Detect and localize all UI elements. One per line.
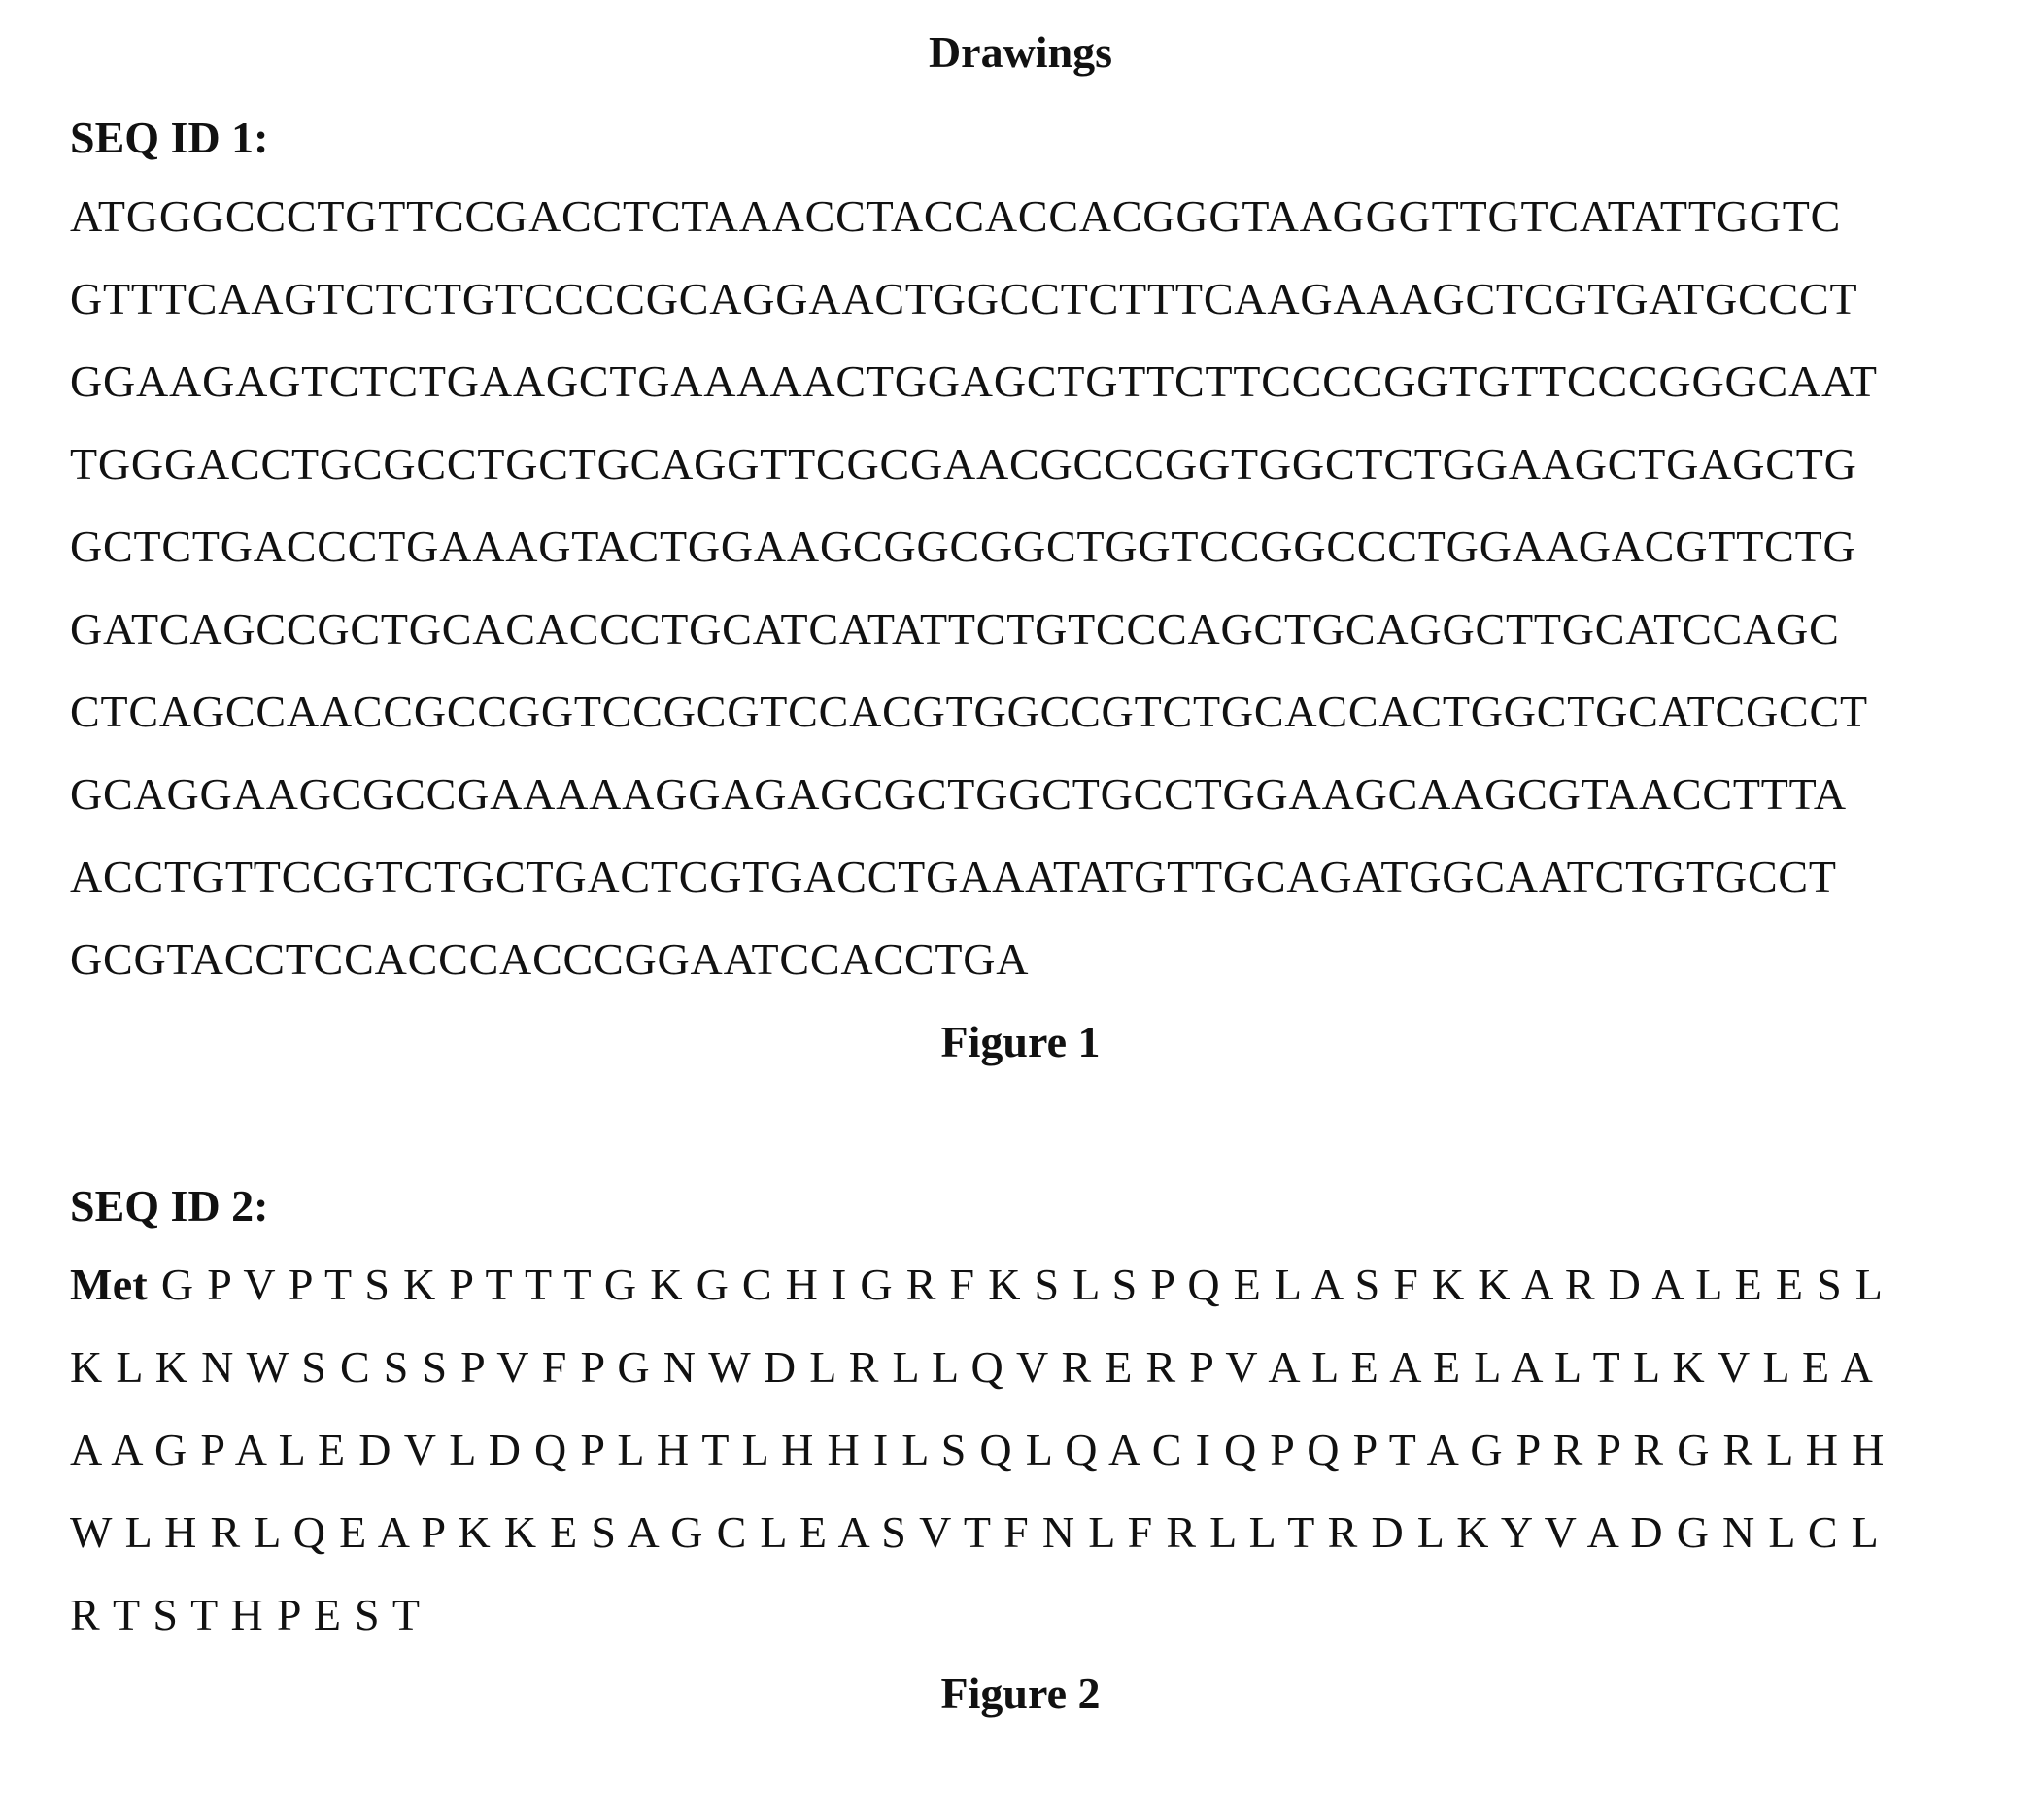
sequence-line <box>70 1243 1993 1326</box>
sequence-line: R T S T H P E S T <box>70 1590 421 1639</box>
figure-1-caption: Figure 1 <box>940 1017 1101 1066</box>
sequence-line: GCGTACCTCCACCCACCCGGAATCCACCTGA <box>70 934 1030 984</box>
sequence-line: GATCAGCCGCTGCACACCCTGCATCATATTCTGTCCCAGCTGCAGGCTTGCATCCAGC <box>70 604 1840 654</box>
sequence-text: G P V P T S K P T T T G K G C H I G R F K S L S P Q E L A S F K K A R D A L E E S L <box>160 1260 1884 1309</box>
seq1-sequence-block <box>70 175 1993 1000</box>
sequence-line: TGGGACCTGCGCCTGCTGCAGGTTCGCGAACGCCCGGTGGCTCTGGAAGCTGAGCTG <box>70 439 1857 489</box>
sequence-line: GTTTCAAGTCTCTGTCCCCGCAGGAACTGGCCTCTTTCAAGAAAGCTCGTGATGCCCT <box>70 274 1858 323</box>
figure-2-caption: Figure 2 <box>940 1668 1101 1718</box>
sequence-line: ATGGGCCCTGTTCCGACCTCTAAACCTACCACCACGGGTAAGGGTTGTCATATTGGTC <box>70 191 1842 241</box>
sequence-line: W L H R L Q E A P K K E S A G C L E A S V T F N L F R L L T R D L K Y V A D G N L C L <box>70 1507 1880 1557</box>
sequence-line: CTCAGCCAACCGCCGGTCCGCGTCCACGTGGCCGTCTGCACCACTGGCTGCATCGCCT <box>70 687 1868 736</box>
sequence-line: GCAGGAAGCGCCGAAAAAGGAGAGCGCTGGCTGCCTGGAAGCAAGCGTAACCTTTA <box>70 769 1847 819</box>
sequence-line: ACCTGTTCCGTCTGCTGACTCGTGACCTGAAATATGTTGCAGATGGCAATCTGTGCCT <box>70 852 1837 901</box>
seq2-sequence-block <box>70 1243 1993 1656</box>
sequence-line: GGAAGAGTCTCTGAAGCTGAAAAACTGGAGCTGTTCTTCCCCGGTGTTCCCGGGCAAT <box>70 356 1878 406</box>
seq2-label: SEQ ID 2: <box>70 1181 269 1230</box>
sequence-line: K L K N W S C S S P V F P G N W D L R L L Q V R E R P V A L E A E L A L T L K V L E A <box>70 1342 1874 1392</box>
seq1-label: SEQ ID 1: <box>70 113 269 162</box>
sequence-line: GCTCTGACCCTGAAAGTACTGGAAGCGGCGGCTGGTCCGGCCCTGGAAGACGTTCTG <box>70 522 1856 571</box>
start-residue: Met <box>70 1260 149 1309</box>
page-heading: Drawings <box>928 27 1113 77</box>
sequence-line: A A G P A L E D V L D Q P L H T L H H I L S Q L Q A C I Q P Q P T A G P R P R G R L H H <box>70 1425 1885 1474</box>
